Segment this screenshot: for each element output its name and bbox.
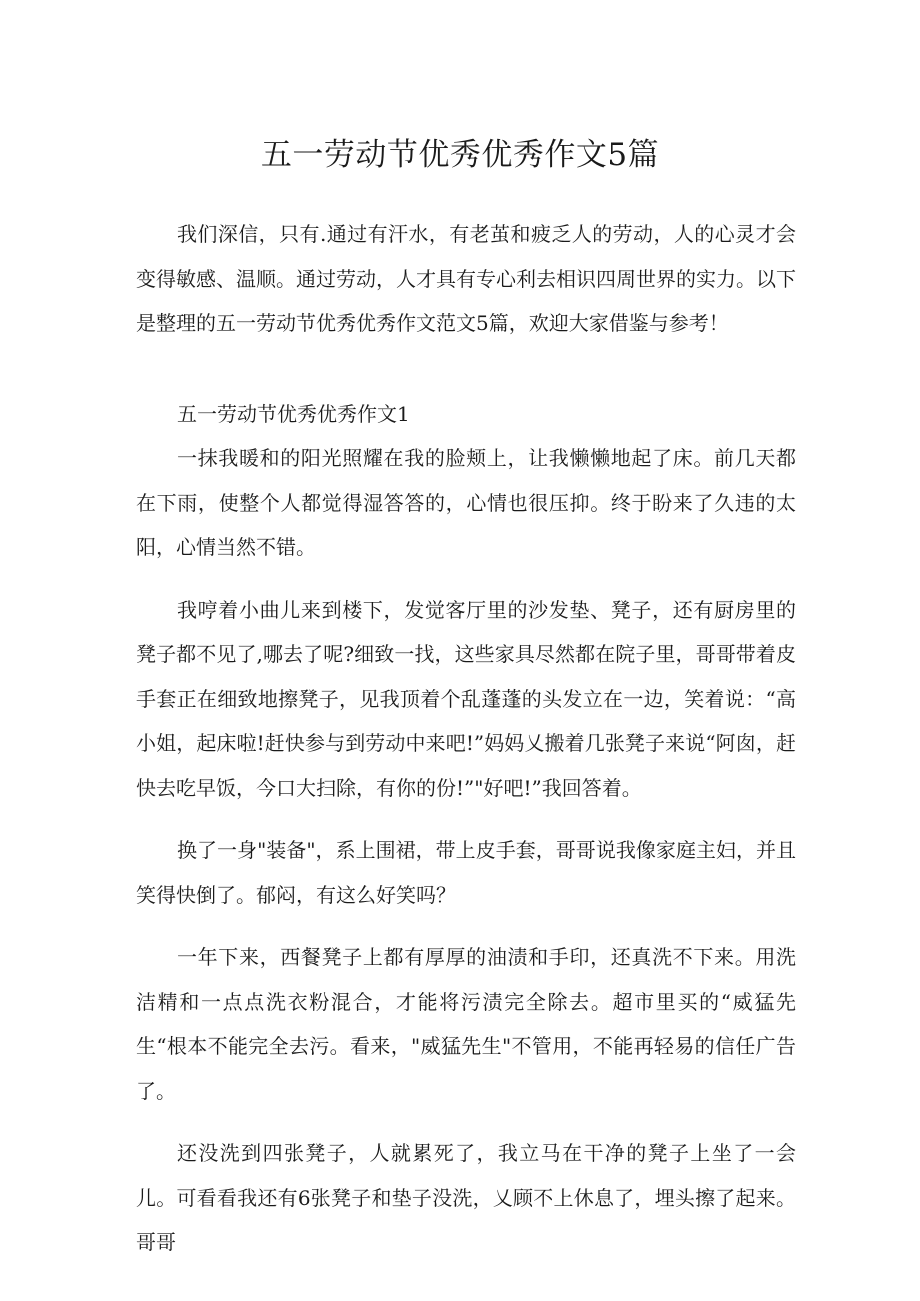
document-body (136, 212, 796, 1265)
document-title: 五一劳动节优秀优秀作文5篇 (260, 137, 660, 173)
body-paragraph: 一年下来，西餐凳子上都有厚厚的油渍和手印，还真洗不下来。用洗洁精和一点点洗衣粉混合，才能将污渍完全除去。超市里买的“威猛先生“根本不能完全去污。看来，"威猛先生"不管用，不能再轻易的信任广告了。 (136, 945, 796, 1103)
section-heading: 五一劳动节优秀优秀作文1 (177, 401, 410, 426)
body-paragraph: 换了一身"装备"，系上围裙，带上皮手套，哥哥说我像家庭主妇，并且笑得快倒了。郁闷，有这么好笑吗？ (136, 838, 796, 907)
body-paragraph: 还没洗到四张凳子，人就累死了，我立马在干净的凳子上坐了一会儿。可看看我还有6张凳子和垫子没洗，乂顾不上休息了，埋头擦了起来。哥哥 (136, 1141, 796, 1254)
body-paragraph: 一抹我暖和的阳光照耀在我的脸颊上，让我懒懒地起了床。前几天都在下雨，使整个人都觉得湿答答的，心情也很压抑。终于盼来了久违的太阳，心情当然不错。 (136, 446, 796, 559)
intro-paragraph: 我们深信，只有.通过有汗水，有老茧和疲乏人的劳动，人的心灵才会变得敏感、温顺。通过劳动，人才具有专心利去相识四周世界的实力。以下是整理的五一劳动节优秀优秀作文范文5篇，欢迎大家借鉴与参考！ (136, 222, 796, 335)
body-paragraph: 我哼着小曲儿来到楼下，发觉客厅里的沙发垫、凳子，还有厨房里的凳子都不见了,哪去了呢?细致一找，这些家具尽然都在院子里，哥哥带着皮手套正在细致地擦凳子，见我顶着个乱蓬蓬的头发立在一边，笑着说：“高小姐，起床啦!赶快参与到劳动中来吧!”妈妈乂搬着几张凳子来说“阿囱，赶快去吃早饭，今口大扫除，有你的份!”"好吧!”我回答着。 (136, 597, 796, 800)
